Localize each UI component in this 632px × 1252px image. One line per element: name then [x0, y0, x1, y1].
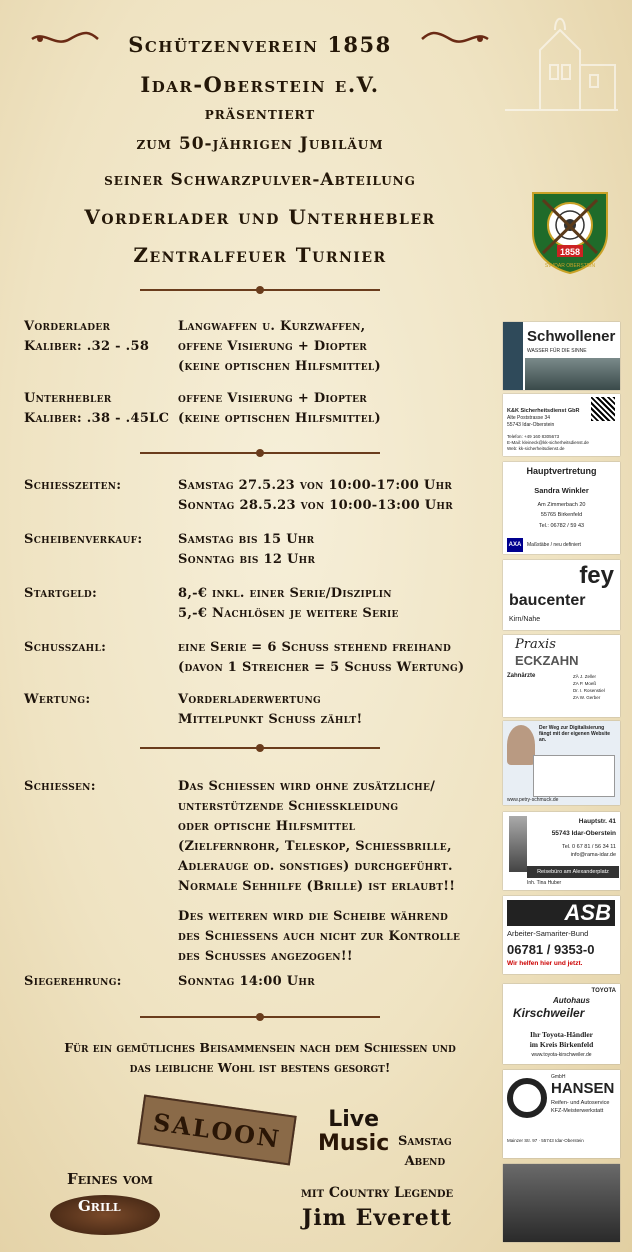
- divider: [110, 743, 410, 753]
- divider: [110, 285, 410, 295]
- ad-praxis-eckzahn: Praxis ECKZAHN Zahnärzte ZÄ J. Zeller ZA P. Moeß Dr. I. Rosenstiel ZA W. Gerber: [503, 635, 620, 717]
- ad-kirschweiler: TOYOTA Autohaus Kirschweiler Ihr Toyota-Händler im Kreis Birkenfeld www.toyota-kirschweiler.de: [503, 984, 620, 1064]
- club-name: Schützenverein 1858: [128, 32, 392, 57]
- rule-unterhebler: Unterhebler Kaliber: .38 - .45LC offene Visierung + Diopter (keine optischen Hilfsmittel): [24, 391, 381, 426]
- tournament-title: Zentralfeuer Turnier: [133, 243, 387, 267]
- country-legend: mit Country Legende: [300, 1185, 454, 1201]
- department-text: seiner Schwarzpulver-Abteilung: [104, 170, 416, 190]
- badge-ring-text: SV IDAR OBERSTEIN: [544, 263, 596, 269]
- footer-text: Für ein gemütliches Beisammensein nach dem Schiessen und das leibliche Wohl ist bestens gesorgt!: [64, 1040, 456, 1075]
- club-badge-logo: [525, 185, 615, 275]
- ad-hansen: GmbH HANSEN Reifen- und Autoservice KFZ-Meisterwerkstatt Mainzer Str. 97 · 55743 Idar-Oberstein: [503, 1070, 620, 1158]
- ad-petry-web: Der Weg zur Digitalisierung fängt mit der eigenen Website an. www.petry-schmuck.de: [503, 721, 620, 805]
- divider: [110, 1012, 410, 1022]
- rule-vorderlader: Vorderlader Kaliber: .32 - .58 Langwaffen u. Kurzwaffen, offene Visierung + Diopter (keine optischen Hilfsmittel): [24, 319, 381, 374]
- live-music-logo: Live Music: [318, 1107, 390, 1156]
- grill-label: Feines vom: [67, 1170, 153, 1188]
- badge-year: 1858: [559, 247, 581, 257]
- ad-schwollener: Schwollener WASSER FÜR DIE SINNE: [503, 322, 620, 390]
- club-location: Idar-Oberstein e.V.: [140, 72, 380, 97]
- presents-text: präsentiert: [204, 104, 316, 124]
- ad-photo: [503, 1164, 620, 1242]
- ad-kk-security: K&K Sicherheitsdienst GbR Alte Poststrasse 34 55743 Idar-Oberstein Telefon: +49 160 8305673 E-Mail: kleineck@kk-sicherheitsdienst.de Web: kk-sicherheitsdienst.de: [503, 394, 620, 456]
- artist-name: Jim Everett: [301, 1205, 453, 1231]
- saturday-evening: Samstag Abend: [398, 1134, 452, 1169]
- ad-reisebuero: Hauptstr. 41 55743 Idar-Oberstein Tel. 0 67 81 / 56 34 11 info@rama-idar.de Reisebüro am Alexanderplatz Inh. Tina Huber: [503, 812, 620, 890]
- grill-label-2: Grill: [78, 1197, 121, 1215]
- saloon-sign: SALOON: [137, 1095, 296, 1166]
- ad-fey-baucenter: fey baucenter Kirn/Nahe: [503, 560, 620, 630]
- tire-icon: [507, 1078, 547, 1118]
- ad-axa: Hauptvertretung Sandra Winkler Am Zimmerbach 20 55765 Birkenfeld Tel.: 06782 / 59 43 AXA Maßstäbe / neu definiert: [503, 462, 620, 554]
- qr-code-icon: [591, 397, 615, 421]
- divider: [110, 448, 410, 458]
- jubilee-text: zum 50-jährigen Jubiläum: [136, 134, 384, 154]
- tournament-subtitle: Vorderlader und Unterhebler: [84, 205, 436, 229]
- ad-asb: ASB Arbeiter-Samariter-Bund 06781 / 9353-0 Wir helfen hier und jetzt.: [503, 896, 620, 974]
